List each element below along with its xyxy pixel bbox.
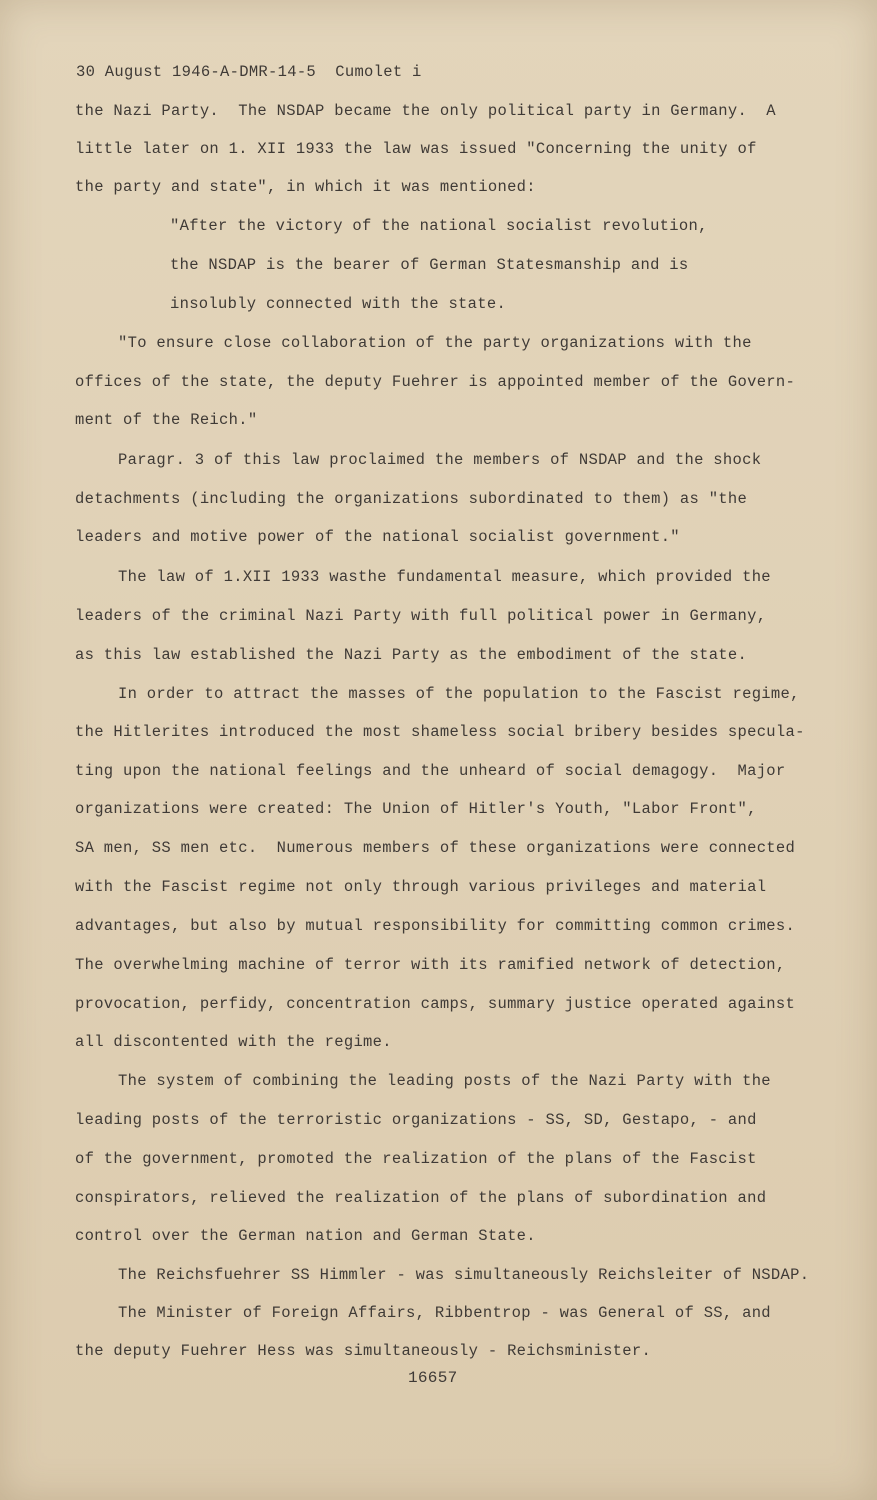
text-line: leaders and motive power of the national socialist government." — [75, 528, 680, 546]
text-line: the Nazi Party. The NSDAP became the only political party in Germany. A — [75, 102, 776, 120]
text-line: provocation, perfidy, concentration camps, summary justice operated against — [75, 995, 796, 1013]
text-line: insolubly connected with the state. — [170, 295, 507, 313]
text-line: all discontented with the regime. — [75, 1033, 392, 1051]
text-line: The law of 1.XII 1933 wasthe fundamental measure, which provided the — [118, 568, 771, 586]
text-line: leading posts of the terroristic organizations - SS, SD, Gestapo, - and — [75, 1111, 757, 1129]
text-line: conspirators, relieved the realization of the plans of subordination and — [75, 1189, 767, 1207]
text-line: Paragr. 3 of this law proclaimed the members of NSDAP and the shock — [118, 451, 762, 469]
text-line: leaders of the criminal Nazi Party with full political power in Germany, — [75, 607, 767, 625]
page-header: 30 August 1946-A-DMR-14-5 Cumolet i — [76, 63, 422, 81]
text-line: The Reichsfuehrer SS Himmler - was simultaneously Reichsleiter of NSDAP. — [118, 1266, 810, 1284]
text-line: "After the victory of the national socialist revolution, — [170, 217, 708, 235]
text-line: In order to attract the masses of the population to the Fascist regime, — [118, 685, 800, 703]
page-number: 16657 — [408, 1369, 458, 1387]
text-line: the deputy Fuehrer Hess was simultaneously - Reichsminister. — [75, 1342, 652, 1360]
text-line: SA men, SS men etc. Numerous members of these organizations were connected — [75, 839, 796, 857]
text-line: little later on 1. XII 1933 the law was issued "Concerning the unity of — [75, 140, 757, 158]
text-line: control over the German nation and German State. — [75, 1227, 536, 1245]
text-line: the party and state", in which it was mentioned: — [75, 178, 536, 196]
text-line: of the government, promoted the realization of the plans of the Fascist — [75, 1150, 757, 1168]
text-line: ment of the Reich." — [75, 411, 258, 429]
text-line: detachments (including the organizations subordinated to them) as "the — [75, 490, 748, 508]
text-line: offices of the state, the deputy Fuehrer is appointed member of the Govern- — [75, 373, 796, 391]
text-line: the NSDAP is the bearer of German Statesmanship and is — [170, 256, 689, 274]
text-line: The overwhelming machine of terror with its ramified network of detection, — [75, 956, 786, 974]
text-line: "To ensure close collaboration of the party organizations with the — [118, 334, 752, 352]
text-line: organizations were created: The Union of Hitler's Youth, "Labor Front", — [75, 800, 757, 818]
text-line: The Minister of Foreign Affairs, Ribbentrop - was General of SS, and — [118, 1304, 771, 1322]
text-line: ting upon the national feelings and the unheard of social demagogy. Major — [75, 762, 786, 780]
text-line: The system of combining the leading posts of the Nazi Party with the — [118, 1072, 771, 1090]
text-line: the Hitlerites introduced the most shameless social bribery besides specula- — [75, 723, 805, 741]
text-line: with the Fascist regime not only through various privileges and material — [75, 878, 767, 896]
text-line: advantages, but also by mutual responsibility for committing common crimes. — [75, 917, 796, 935]
text-line: as this law established the Nazi Party as the embodiment of the state. — [75, 646, 748, 664]
